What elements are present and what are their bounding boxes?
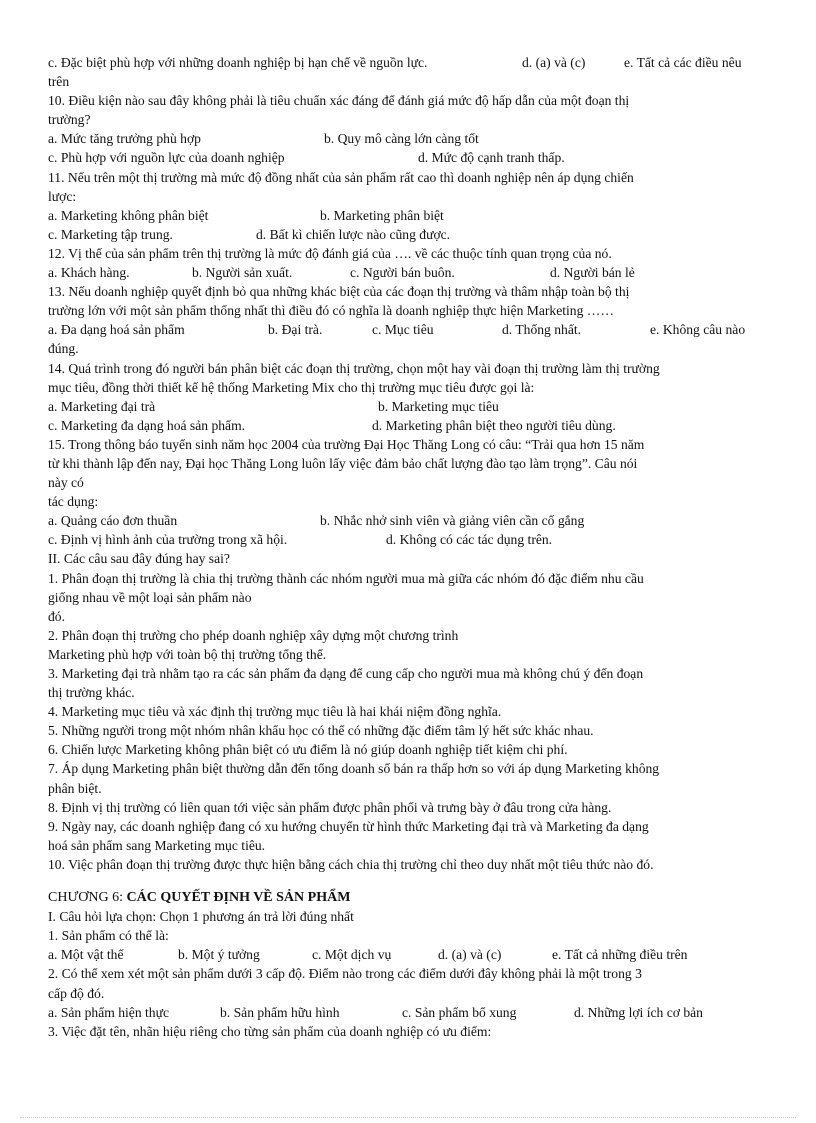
text-line: [48, 473, 768, 492]
text-line: [48, 168, 768, 187]
line-text: 1. Sản phẩm có thể là:: [48, 928, 169, 944]
line-text: trường?: [48, 112, 91, 128]
answer-option: d. Những lợi ích cơ bản: [574, 1004, 703, 1020]
text-line: [48, 702, 768, 721]
text-line: [48, 759, 768, 778]
answer-option: e. Tất cả các điều nêu: [624, 55, 742, 70]
line-text: hoá sản phẩm sang Marketing mục tiêu.: [48, 837, 266, 853]
text-line: [48, 588, 768, 607]
line-text: 2. Phân đoạn thị trường cho phép doanh nghiệp xây dựng một chương trình: [48, 627, 459, 643]
line-text: a. Khách hàng.: [48, 265, 130, 281]
line-text: đó.: [48, 608, 65, 624]
line-text: lược:: [48, 188, 77, 204]
text-line: [48, 817, 768, 836]
text-line: [48, 740, 768, 759]
line-text: a. Mức tăng trưởng phù hợp: [48, 131, 201, 147]
text-line: [48, 53, 768, 72]
text-line: [48, 454, 768, 473]
answer-option: d. Không có các tác dụng trên.: [386, 532, 553, 548]
text-line: [48, 244, 768, 263]
text-line: [48, 664, 768, 683]
text-line: [48, 569, 768, 588]
text-line: [48, 549, 768, 568]
line-text: thị trường khác.: [48, 685, 135, 701]
text-line: [48, 798, 768, 817]
text-line: [48, 282, 768, 301]
line-text: cấp độ đó.: [48, 985, 105, 1001]
line-text: 8. Định vị thị trường có liên quan tới việc sản phẩm được phân phối và trưng bày ở đâu trong cửa hàng.: [48, 799, 612, 815]
line-text: 3. Việc đặt tên, nhãn hiệu riêng cho từng sản phẩm của doanh nghiệp có ưu điểm:: [48, 1023, 492, 1039]
text-line: [48, 435, 768, 454]
answer-option: e. Tất cả những điều trên: [552, 947, 688, 963]
line-text: a. Quảng cáo đơn thuần: [48, 513, 178, 529]
answer-option: b. Marketing mục tiêu: [378, 398, 499, 414]
line-text: này có: [48, 475, 84, 491]
line-text: trường lớn với một sản phẩm thống nhất thì điều đó có nghĩa là doanh nghiệp thực hiện Marketing ……: [48, 303, 614, 319]
page-bottom-divider: [20, 1117, 796, 1118]
line-text: Marketing phù hợp với toàn bộ thị trường tổng thể.: [48, 646, 327, 662]
line-text: phân biệt.: [48, 780, 102, 796]
answer-option: b. Đại trà.: [268, 322, 323, 338]
answer-option: b. Sản phẩm hữu hình: [220, 1004, 340, 1020]
text-line: [48, 397, 768, 416]
answer-option: b. Một ý tưởng: [178, 947, 260, 963]
answer-option: d. (a) và (c): [522, 55, 586, 70]
answer-option: c. Một dịch vụ: [312, 947, 392, 963]
text-line: [48, 511, 768, 530]
line-text: mục tiêu, đồng thời thiết kế hệ thống Marketing Mix cho thị trường mục tiêu được gọi là:: [48, 379, 535, 395]
text-line: [48, 378, 768, 397]
line-text: 10. Việc phân đoạn thị trường được thực hiện bằng cách chia thị trường chỉ theo duy nhất một tiêu thức nào đó.: [48, 856, 654, 872]
text-line: [48, 129, 768, 148]
line-text: 9. Ngày nay, các doanh nghiệp đang có xu hướng chuyển từ hình thức Marketing đại trà và Marketing đa dạng: [48, 818, 649, 834]
line-text: đúng.: [48, 341, 79, 357]
text-line: [48, 984, 768, 1003]
line-text: 12. Vị thế của sản phẩm trên thị trường là mức độ đánh giá của …. về các thuộc tính quan trọng của nó.: [48, 245, 612, 261]
text-line: [48, 530, 768, 549]
text-line: [48, 779, 768, 798]
text-line: [48, 1022, 768, 1041]
answer-option: d. Marketing phân biệt theo người tiêu dùng.: [372, 417, 616, 433]
line-text: giống nhau về một loại sản phẩm nào: [48, 589, 252, 605]
line-text: 15. Trong thông báo tuyển sinh năm học 2004 của trường Đại Học Thăng Long có câu: “Trải qua hơn 15 năm: [48, 436, 645, 452]
answer-option: c. Người bán buôn.: [350, 265, 455, 281]
line-text: 13. Nếu doanh nghiệp quyết định bỏ qua những khác biệt của các đoạn thị trường và thâm nhập toàn bộ thị: [48, 284, 630, 300]
text-line: [48, 492, 768, 511]
line-text: 1. Phân đoạn thị trường là chia thị trường thành các nhóm người mua mà giữa các nhóm đó đặc điểm nhu cầu: [48, 570, 644, 586]
answer-option: c. Mục tiêu: [372, 322, 434, 338]
line-text: c. Marketing tập trung.: [48, 226, 173, 242]
answer-option: b. Marketing phân biệt: [320, 207, 444, 223]
text-line: [48, 359, 768, 378]
chapter-prefix: CHƯƠNG 6:: [48, 890, 127, 906]
question-block-marketing: [48, 53, 768, 874]
line-text: 2. Có thể xem xét một sản phẩm dưới 3 cấp độ. Điểm nào trong các điểm dưới đây không phải là một trong 3: [48, 966, 642, 982]
answer-option: d. Thống nhất.: [502, 322, 582, 338]
line-text: 7. Áp dụng Marketing phân biệt thường dẫn đến tổng doanh số bán ra thấp hơn so với áp dụng Marketing không: [48, 761, 660, 777]
line-text: tác dụng:: [48, 494, 99, 510]
answer-option: d. Người bán lẻ: [550, 265, 635, 281]
chapter-heading: [48, 888, 768, 907]
answer-option: c. Sản phẩm bổ xung: [402, 1004, 517, 1020]
text-line: [48, 263, 768, 282]
text-line: [48, 416, 768, 435]
line-text: a. Marketing đại trà: [48, 398, 156, 414]
text-line: [48, 626, 768, 645]
text-line: [48, 91, 768, 110]
answer-option: b. Quy mô càng lớn càng tốt: [324, 131, 479, 147]
line-text: I. Câu hỏi lựa chọn: Chọn 1 phương án trả lời đúng nhất: [48, 909, 354, 925]
text-line: [48, 907, 768, 926]
line-text: trên: [48, 74, 70, 90]
chapter-title: CÁC QUYẾT ĐỊNH VỀ SẢN PHẨM: [126, 890, 351, 906]
line-text: 14. Quá trình trong đó người bán phân biệt các đoạn thị trường, chọn một hay vài đoạn thị trường làm thị trường: [48, 360, 660, 376]
text-line: [48, 836, 768, 855]
answer-option: d. (a) và (c): [438, 947, 502, 963]
line-text: II. Các câu sau đây đúng hay sai?: [48, 551, 230, 567]
question-block-product: [48, 907, 768, 1041]
text-line: [48, 1003, 768, 1022]
line-text: a. Một vật thể: [48, 947, 124, 963]
answer-option: b. Người sản xuất.: [192, 265, 293, 281]
text-line: [48, 607, 768, 626]
line-text: c. Marketing đa dạng hoá sản phẩm.: [48, 417, 246, 433]
text-line: [48, 855, 768, 874]
text-line: [48, 683, 768, 702]
text-line: [48, 148, 768, 167]
text-line: [48, 945, 768, 964]
answer-option: b. Nhắc nhở sinh viên và giảng viên cần cố gắng: [320, 513, 585, 529]
answer-option: d. Mức độ cạnh tranh thấp.: [418, 150, 565, 166]
text-line: [48, 110, 768, 129]
line-text: a. Đa dạng hoá sản phẩm: [48, 322, 185, 338]
answer-option: d. Bất kì chiến lược nào cũng được.: [256, 226, 451, 242]
text-line: [48, 926, 768, 945]
text-line: [48, 339, 768, 358]
line-text: 6. Chiến lược Marketing không phân biệt có ưu điểm là nó giúp doanh nghiệp tiết kiệm chi phí.: [48, 742, 568, 758]
text-line: [48, 320, 768, 339]
line-text: 5. Những người trong một nhóm nhân khẩu học có thể có những đặc điểm tâm lý hết sức khác nhau.: [48, 723, 594, 739]
document-body: [48, 53, 768, 1041]
line-text: a. Sản phẩm hiện thực: [48, 1004, 169, 1020]
line-text: 11. Nếu trên một thị trường mà mức độ đồng nhất của sản phẩm rất cao thì doanh nghiệp nên áp dụng chiến: [48, 169, 634, 185]
text-line: [48, 187, 768, 206]
answer-option: e. Không câu nào: [650, 322, 746, 338]
line-text: c. Định vị hình ảnh của trường trong xã hội.: [48, 532, 288, 548]
line-text: 4. Marketing mục tiêu và xác định thị trường mục tiêu là hai khái niệm đồng nghĩa.: [48, 704, 502, 720]
text-line: [48, 301, 768, 320]
line-text: c. Đặc biệt phù hợp với những doanh nghiệp bị hạn chế về nguồn lực.: [48, 55, 428, 70]
text-line: [48, 645, 768, 664]
text-line: [48, 206, 768, 225]
text-line: [48, 72, 768, 91]
line-text: 10. Điều kiện nào sau đây không phải là tiêu chuẩn xác đáng để đánh giá mức độ hấp dẫn của một đoạn thị: [48, 93, 630, 109]
line-text: c. Phù hợp với nguồn lực của doanh nghiệp: [48, 150, 285, 166]
line-text: a. Marketing không phân biệt: [48, 207, 209, 223]
text-line: [48, 225, 768, 244]
line-text: 3. Marketing đại trà nhằm tạo ra các sản phẩm đa dạng để cung cấp cho người mua mà không chú ý đến đoạn: [48, 666, 644, 681]
text-line: [48, 721, 768, 740]
line-text: từ khi thành lập đến nay, Đại học Thăng Long luôn lấy việc đảm bảo chất lượng đào tạo làm trọng”. Câu nói: [48, 455, 638, 471]
text-line: [48, 964, 768, 983]
